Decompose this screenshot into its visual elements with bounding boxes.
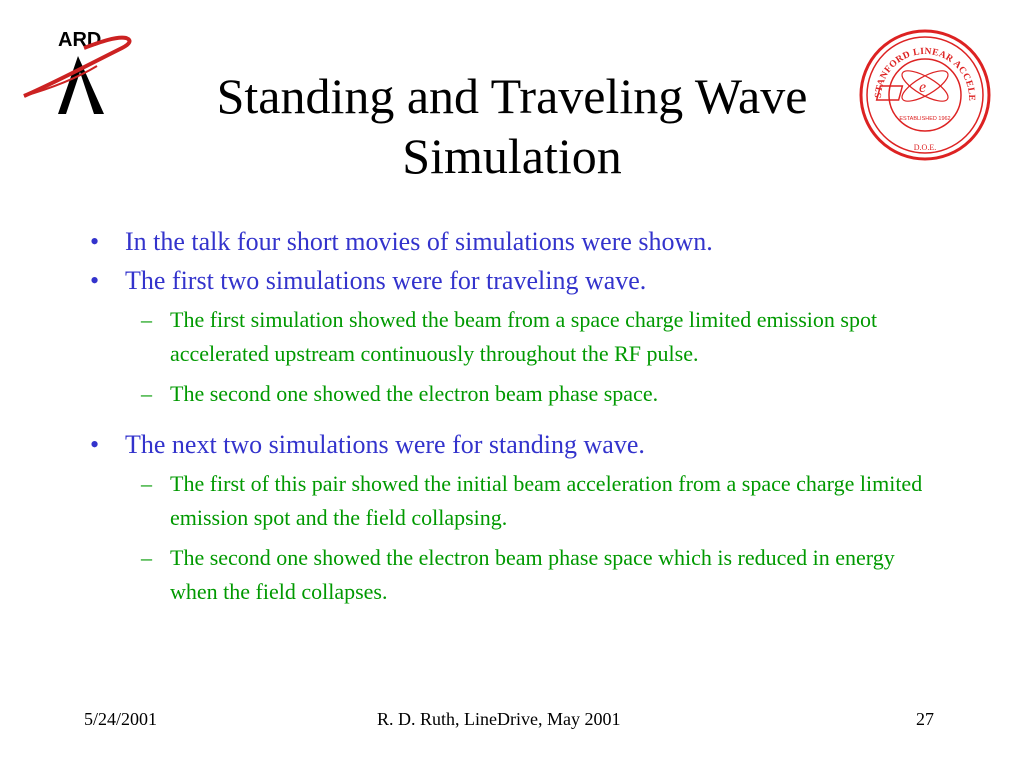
- sub-bullet-marker: –: [141, 545, 152, 570]
- footer-author: R. D. Ruth, LineDrive, May 2001: [377, 709, 621, 729]
- footer-date: 5/24/2001: [84, 709, 158, 729]
- slac-seal-established: ESTABLISHED 1962: [899, 116, 951, 122]
- bullet-text: In the talk four short movies of simulations were shown.: [125, 227, 713, 256]
- slide-title-line-1: Standing and Traveling Wave: [216, 68, 808, 124]
- bullet-marker: •: [90, 227, 100, 256]
- slac-seal-letter: e: [919, 79, 927, 96]
- sub-bullet-marker: –: [141, 307, 152, 332]
- sub-bullet-marker: –: [141, 381, 152, 406]
- bullet-item: [90, 265, 925, 297]
- slac-seal-ring-text: STANFORD LINEAR ACCELE: [873, 46, 977, 102]
- slide-content: [0, 226, 1024, 609]
- slide-title-line-2: Simulation: [402, 128, 622, 184]
- bullet-marker: •: [90, 266, 100, 295]
- sub-bullet-item: [141, 377, 940, 411]
- sub-bullet-text: The second one showed the electron beam phase space which is reduced in energy when the field collapses.: [170, 545, 895, 604]
- footer-page-number: 27: [916, 709, 934, 729]
- sub-bullet-item: [141, 303, 940, 371]
- ard-logo-text: ARD: [58, 29, 102, 51]
- sub-bullet-text: The first of this pair showed the initial beam acceleration from a space charge limited emission spot and the field collapsing.: [170, 471, 923, 530]
- bullet-text: The first two simulations were for traveling wave.: [125, 266, 647, 295]
- bullet-text: The next two simulations were for standing wave.: [125, 430, 645, 459]
- sub-bullet-item: [141, 467, 940, 535]
- sub-bullet-marker: –: [141, 471, 152, 496]
- sub-bullet-item: [141, 541, 940, 609]
- bullet-item: [90, 429, 925, 461]
- sub-bullet-text: The first simulation showed the beam from a space charge limited emission spot accelerated upstream continuously throughout the RF pulse.: [170, 307, 878, 366]
- slide-title: [110, 66, 914, 186]
- sub-bullet-text: The second one showed the electron beam phase space.: [170, 381, 659, 406]
- slac-seal-doe: D.O.E.: [913, 143, 937, 152]
- bullet-item: [90, 226, 925, 258]
- bullet-marker: •: [90, 430, 100, 459]
